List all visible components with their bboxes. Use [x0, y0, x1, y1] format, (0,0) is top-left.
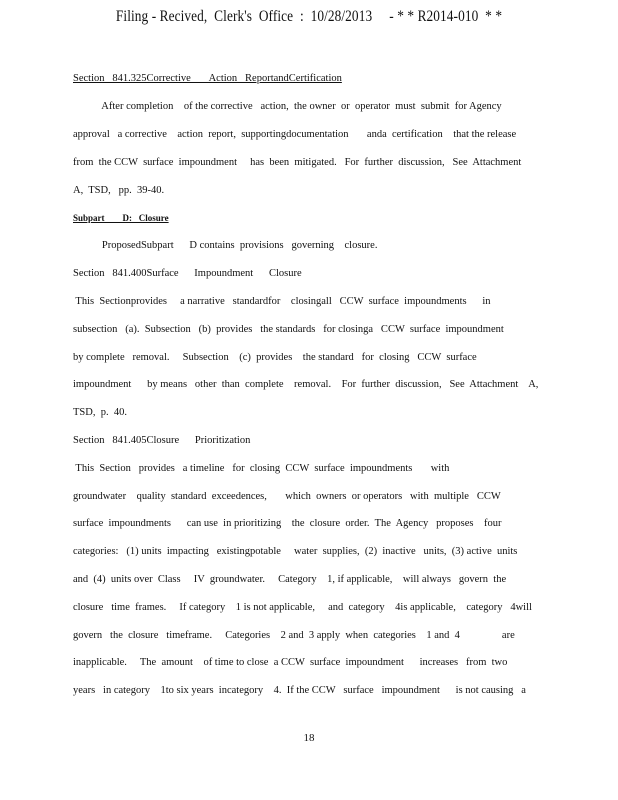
- text-line: groundwater quality standard exceedences, which owners or operators with multiple CCW: [73, 491, 501, 502]
- subpart-heading: Subpart D: Closure: [73, 213, 169, 223]
- text-line: inapplicable. The amount of time to close a CCW surface impoundment increases from two: [73, 657, 508, 668]
- text-line: surface impoundments can use in prioritizing the closure order. The Agency proposes four: [73, 518, 502, 529]
- section-heading-841-405: Section 841.405Closure Prioritization: [73, 435, 251, 446]
- text-line: This Section provides a timeline for closing CCW surface impoundments with: [73, 463, 450, 474]
- text-line: approval a corrective action report, supportingdocumentation anda certification that the release: [73, 129, 517, 140]
- text-line: impoundment by means other than complete removal. For further discussion, See Attachment A,: [73, 379, 539, 390]
- filing-header: Filing - Recived, Clerk's Office : 10/28/2013 - * * R2014-010 * *: [115, 8, 503, 25]
- text-line: After completion of the corrective action, the owner or operator must submit for Agency: [73, 101, 502, 112]
- text-line: by complete removal. Subsection (c) provides the standard for closing CCW surface: [73, 352, 477, 363]
- page-number: 18: [303, 732, 315, 744]
- text-line: categories: (1) units impacting existingpotable water supplies, (2) inactive units, (3) active units: [73, 546, 518, 557]
- text-line: from the CCW surface impoundment has been mitigated. For further discussion, See Attachment: [73, 157, 522, 168]
- section-heading-841-325: Section 841.325Corrective Action ReportandCertification: [73, 73, 342, 84]
- text-line: subsection (a). Subsection (b) provides the standards for closinga CCW surface impoundment: [73, 324, 504, 335]
- text-line: govern the closure timeframe. Categories 2 and 3 apply when categories 1 and 4 are: [73, 630, 515, 641]
- text-line: This Sectionprovides a narrative standardfor closingall CCW surface impoundments in: [73, 296, 491, 307]
- text-line: ProposedSubpart D contains provisions governing closure.: [73, 240, 378, 251]
- text-line: TSD, p. 40.: [73, 407, 127, 418]
- text-line: A, TSD, pp. 39-40.: [73, 185, 165, 196]
- section-heading-841-400: Section 841.400Surface Impoundment Closure: [73, 268, 302, 279]
- text-line: closure time frames. If category 1 is not applicable, and category 4is applicable, category 4will: [73, 602, 532, 613]
- text-line: years in category 1to six years incategory 4. If the CCW surface impoundment is not causing a: [73, 685, 526, 696]
- text-line: and (4) units over Class IV groundwater. Category 1, if applicable, will always govern the: [73, 574, 507, 585]
